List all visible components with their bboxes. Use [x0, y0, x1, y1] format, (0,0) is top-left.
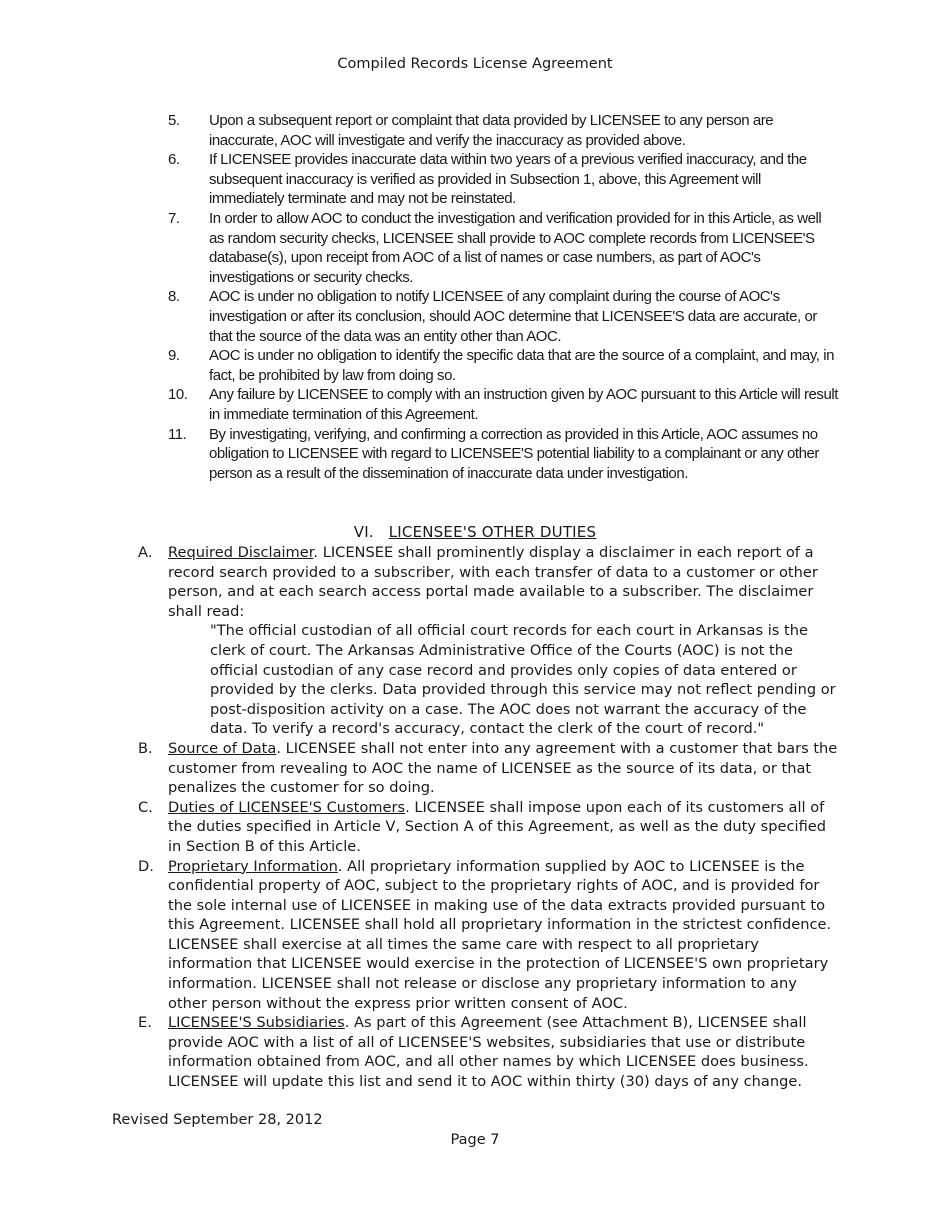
list-item — [168, 150, 838, 209]
item-text: In order to allow AOC to conduct the investigation and verification provided for in this Article, as well as random security checks, LICENSEE shall provide to AOC complete records from LICENSEE'S database(s), upon receipt from AOC of a list of names or case numbers, as part of AOC's investigations or security checks. — [209, 209, 822, 286]
item-heading: Proprietary Information — [168, 857, 338, 875]
item-text: Any failure by LICENSEE to comply with an instruction given by AOC pursuant to this Article will result in immediate termination of this Agreement. — [209, 386, 838, 423]
item-text: . LICENSEE shall impose upon each of its customers all of the duties specified in Article V, Section A of this Agreement, as well as the duty specified in Section B of this Article. — [168, 798, 827, 855]
item-text: . LICENSEE shall not enter into any agreement with a customer that bars the customer from revealing to AOC the name of LICENSEE as the source of its data, or that penalizes the customer for so doing. — [168, 739, 838, 797]
item-number: 11. — [168, 425, 187, 443]
section-title — [0, 523, 950, 541]
item-letter: A. — [138, 544, 153, 561]
list-item — [168, 111, 838, 150]
item-text: By investigating, verifying, and confirming a correction as provided in this Article, AOC assumes no obligation to LICENSEE with regard to LICENSEE'S potential liability to a complainant or any other person as a result of the dissemination of inaccurate data under investigation. — [209, 425, 819, 482]
item-text: If LICENSEE provides inaccurate data within two years of a previous verified inaccuracy, and the subsequent inaccuracy is verified as provided in Subsection 1, above, this Agreement will immediately terminate and may not be reinstated. — [209, 151, 807, 208]
list-item — [168, 209, 838, 287]
list-item — [168, 287, 838, 346]
item-heading: Duties of LICENSEE'S Customers — [168, 798, 406, 816]
list-item — [138, 798, 838, 857]
item-heading: LICENSEE'S Subsidiaries — [168, 1014, 345, 1032]
page-header: Compiled Records License Agreement — [337, 56, 613, 72]
item-letter: E. — [138, 1014, 152, 1032]
list-item — [168, 346, 838, 385]
footer-revised-date: Revised September 28, 2012 — [112, 1112, 323, 1128]
page-number: Page 7 — [450, 1132, 500, 1148]
item-number: 10. — [168, 386, 188, 404]
item-text: Upon a subsequent report or complaint that data provided by LICENSEE to any person are inaccurate, AOC will investigate and verify the inaccuracy as provided above. — [209, 112, 774, 149]
list-item — [168, 385, 838, 424]
item-letter: B. — [138, 739, 153, 757]
list-item — [168, 425, 838, 484]
item-text: . LICENSEE shall prominently display a disclaimer in each report of a record search provided to a subscriber, with each transfer of data to a customer or other person, and at each search access portal made available to a subscriber. The disclaimer shall read: — [168, 544, 818, 620]
list-item — [138, 857, 838, 1014]
list-item — [138, 739, 838, 798]
item-number: 5. — [168, 112, 180, 129]
disclaimer-quote: "The official custodian of all official court records for each court in Arkansas is the clerk of court. The Arkansas Administrative Office of the Courts (AOC) is not the official custodian of any case record and provides only copies of data entered or provided by the clerks. Data provided through this service may not reflect pending or post-disposition activity on a case. The AOC does not warrant the accuracy of the data. To verify a record's accuracy, contact the clerk of the court of record." — [210, 622, 836, 738]
item-letter: C. — [138, 798, 153, 816]
list-item — [138, 543, 838, 739]
item-heading: Source of Data — [168, 739, 277, 757]
item-number: 7. — [168, 209, 180, 227]
lettered-list — [138, 543, 838, 1092]
section-number: VI. — [353, 523, 374, 541]
numbered-list — [168, 111, 838, 483]
section-heading: LICENSEE'S OTHER DUTIES — [388, 523, 597, 541]
item-text: AOC is under no obligation to identify the specific data that are the source of a complaint, and may, in fact, be prohibited by law from doing so. — [209, 347, 834, 384]
item-number: 8. — [168, 288, 180, 306]
item-number: 9. — [168, 347, 180, 365]
item-heading: Required Disclaimer — [168, 544, 314, 561]
item-number: 6. — [168, 151, 180, 169]
item-text: . As part of this Agreement (see Attachment B), LICENSEE shall provide AOC with a list of all of LICENSEE'S websites, subsidiaries that use or distribute information obtained from AOC, and all other names by which LICENSEE does business. LICENSEE will update this list and send it to AOC within thirty (30) days of any change. — [168, 1014, 809, 1091]
item-text: AOC is under no obligation to notify LICENSEE of any complaint during the course of AOC's investigation or after its conclusion, should AOC determine that LICENSEE'S data are accurate, or that the source of the data was an entity other than AOC. — [209, 288, 817, 345]
list-item — [138, 1013, 838, 1091]
item-letter: D. — [138, 857, 154, 875]
item-text: . All proprietary information supplied by AOC to LICENSEE is the confidential property of AOC, subject to the proprietary rights of AOC, and is provided for the sole internal use of LICENSEE in making use of the data extracts provided pursuant to this Agreement. LICENSEE shall hold all proprietary information in the strictest confidence. LICENSEE shall exercise at all times the same care with respect to all proprietary information that LICENSEE would exercise in the protection of LICENSEE'S own proprietary information. LICENSEE shall not release or disclose any proprietary information to any other person without the express prior written consent of AOC. — [168, 857, 832, 1012]
